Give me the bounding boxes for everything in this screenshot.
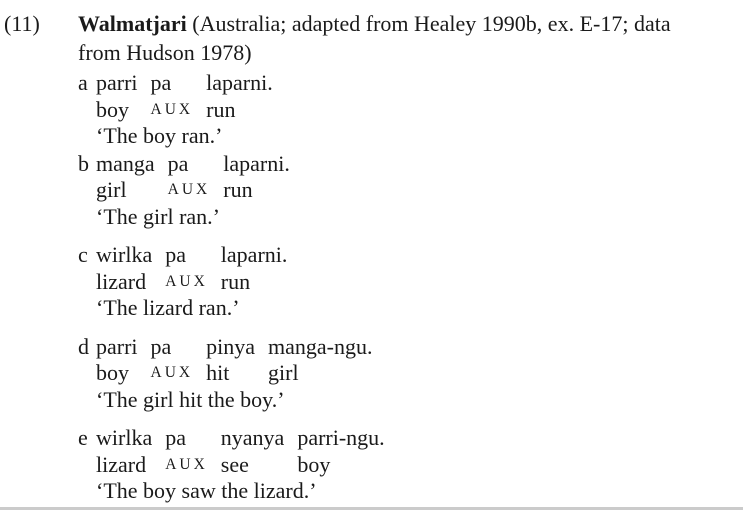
numbered-example xyxy=(0,9,743,505)
example-body xyxy=(96,425,743,505)
example-body xyxy=(96,242,743,322)
gloss-word: AUX xyxy=(150,100,194,118)
vernacular-word: laparni. xyxy=(223,150,290,176)
gloss-column xyxy=(96,70,138,123)
examples-list xyxy=(78,70,743,505)
example-letter: b xyxy=(78,150,89,176)
translation: ‘The boy saw the lizard.’ xyxy=(96,478,317,503)
example-body xyxy=(96,334,743,414)
translation: ‘The boy ran.’ xyxy=(96,123,223,148)
gloss-word: girl xyxy=(96,177,127,202)
gloss-column xyxy=(165,425,208,478)
vernacular-word: pa xyxy=(165,425,186,450)
vernacular-word: wirlka xyxy=(96,425,153,450)
gloss-column xyxy=(151,70,194,123)
example-letter: c xyxy=(78,242,88,267)
translation: ‘The lizard ran.’ xyxy=(96,295,240,320)
gloss-column xyxy=(96,242,152,295)
gloss-word: AUX xyxy=(165,455,208,473)
gloss-word: boy xyxy=(96,96,129,122)
gloss-column xyxy=(96,151,155,204)
vernacular-word: pa xyxy=(150,333,172,359)
gloss-word: boy xyxy=(297,451,331,477)
translation: ‘The girl hit the boy.’ xyxy=(96,386,285,412)
gloss-word: hit xyxy=(206,360,230,385)
vernacular-word: nyanya xyxy=(220,425,285,450)
interlinear-gloss xyxy=(96,70,743,123)
gloss-column xyxy=(221,425,285,478)
gloss-word: lizard xyxy=(96,451,147,477)
gloss-column xyxy=(221,242,288,295)
gloss-column xyxy=(96,425,152,478)
vernacular-word: manga-ngu. xyxy=(268,333,373,359)
gloss-column xyxy=(268,334,372,387)
vernacular-word: parri xyxy=(96,70,138,95)
gloss-word: run xyxy=(223,177,253,202)
example-header xyxy=(78,9,743,67)
header-source-line1: (Australia; adapted from Healey 1990b, ex. E-17; data xyxy=(186,11,671,36)
example-b xyxy=(78,151,743,231)
example-a xyxy=(78,70,743,150)
interlinear-gloss xyxy=(96,334,743,387)
vernacular-word: pinya xyxy=(206,333,256,359)
example-c xyxy=(78,242,743,322)
example-content xyxy=(78,9,743,505)
vernacular-word: parri xyxy=(96,333,138,359)
gloss-column xyxy=(96,334,138,387)
gloss-word: AUX xyxy=(165,272,208,290)
example-e xyxy=(78,425,743,505)
gloss-word: AUX xyxy=(150,364,194,381)
header-source-line2: from Hudson 1978) xyxy=(78,40,252,65)
translation: ‘The girl ran.’ xyxy=(96,203,220,229)
vernacular-word: pa xyxy=(150,70,172,95)
gloss-column xyxy=(151,334,194,387)
gloss-column xyxy=(223,151,290,204)
gloss-word: see xyxy=(220,451,249,477)
example-letter: a xyxy=(78,70,88,95)
vernacular-word: manga xyxy=(96,150,155,176)
gloss-word: AUX xyxy=(167,181,211,198)
gloss-word: girl xyxy=(268,360,299,385)
example-letter: e xyxy=(78,425,88,450)
vernacular-word: wirlka xyxy=(96,242,153,267)
example-d xyxy=(78,334,743,414)
example-body xyxy=(96,151,743,231)
gloss-word: run xyxy=(206,96,236,122)
interlinear-gloss xyxy=(96,151,743,204)
example-number: (11) xyxy=(4,11,40,36)
vernacular-word: laparni. xyxy=(220,242,288,267)
interlinear-gloss xyxy=(96,242,743,295)
vernacular-word: pa xyxy=(167,150,189,176)
gloss-column xyxy=(168,151,211,204)
vernacular-word: pa xyxy=(165,242,186,267)
language-name: Walmatjari xyxy=(78,11,187,36)
gloss-column xyxy=(165,242,208,295)
gloss-column xyxy=(206,70,273,123)
gloss-column xyxy=(297,425,384,478)
vernacular-word: parri-ngu. xyxy=(297,425,385,450)
gloss-word: lizard xyxy=(96,268,147,294)
example-letter: d xyxy=(78,333,89,359)
example-body xyxy=(96,70,743,150)
vernacular-word: laparni. xyxy=(206,70,273,95)
gloss-word: boy xyxy=(96,360,129,385)
interlinear-gloss xyxy=(96,425,743,478)
gloss-word: run xyxy=(220,268,251,294)
gloss-column xyxy=(206,334,255,387)
